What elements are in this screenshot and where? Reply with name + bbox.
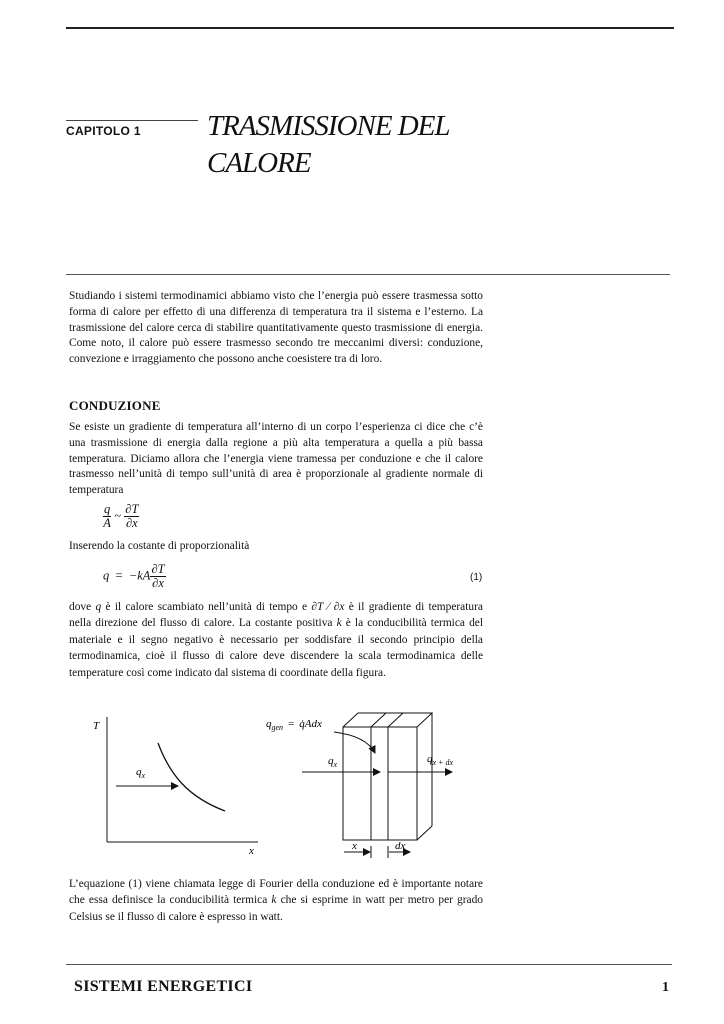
title-rule (66, 274, 670, 275)
x-axis-label: x (249, 845, 254, 857)
gradient-fraction (124, 503, 139, 530)
dim-dx-label: dx (395, 840, 406, 852)
footer-title: SISTEMI ENERGETICI (74, 978, 253, 995)
chapter-title-line1: TRASMISSIONE DEL (207, 110, 450, 142)
dove-text-4: è la conducibilità termica del materiale e il segno negativo è necessario per soddisfare il secondo principio della termodinamica, cioè il flusso di calore deve discendere la scala termodinamica delle temperature così come indicato dal sistema di coordinate della figura. (69, 617, 483, 679)
equation-number: (1) (470, 572, 483, 583)
slab-top-face (343, 713, 432, 727)
fourier-text-1: L’equazione (1) viene chiamata legge di Fourier della conduzione ed è importante notare che essa definisce la conducibilità termica (69, 878, 483, 907)
page-number: 1 (662, 980, 669, 995)
slab-top-edge-2 (388, 713, 403, 727)
fraction-denominator: ∂x (152, 576, 164, 590)
qgen-arrow (334, 732, 375, 753)
dim-x-label: x (352, 840, 357, 852)
section-heading: CONDUZIONE (69, 398, 161, 413)
chapter-title-line2: CALORE (207, 147, 311, 179)
inline-q: q (95, 601, 102, 613)
top-rule (66, 27, 674, 29)
slab-bottom-edge (417, 826, 432, 840)
chapter-title (207, 108, 507, 182)
fraction-numerator: q (104, 502, 111, 516)
gradient-fraction (150, 563, 165, 590)
equation-equals: = (115, 568, 123, 583)
dove-text-2: è il calore scambiato nell’unità di tempo e (105, 601, 308, 613)
qxdx-label: $q_{x + dx}$ (427, 753, 453, 767)
dove-text-1: dove (69, 601, 92, 613)
fraction-denominator: A (103, 516, 111, 530)
insert-paragraph: Inserendo la costante di proporzionalità (69, 540, 250, 552)
fraction-numerator: ∂T (151, 562, 165, 576)
conduzione-paragraph: Se esiste un gradiente di temperatura all’interno di un corpo l’esperienza ci dice che c’è una trasmissione di energia dalla regione a più alta temperatura a quella a più bassa temperatura. Diciamo allora che l’energia viene tramessa per conduzione e che il calore trasmesso nell’unità di tempo sull’unità di area è proporzionale al gradiente normale di temperatura (69, 421, 483, 497)
fourier-paragraph (69, 876, 483, 925)
proportionality-equation (103, 503, 139, 530)
chapter-label: CAPITOLO 1 (66, 124, 141, 138)
footer-rule (66, 964, 672, 965)
y-axis-label: T (93, 720, 100, 732)
equation-lhs: q (103, 568, 110, 583)
qgen-label: $q_{gen}$ = q̇Adx (266, 718, 322, 732)
slab-front-face (343, 727, 417, 840)
intro-paragraph: Studiando i sistemi termodinamici abbiamo visto che l’energia può essere trasmessa sotto forma di calore per effetto di una differenza di temperatura tra il sistema e l’esterno. La trasmissione del calore cerca di stabilire quantitativamente questo trasmissione di energia. Come noto, il calore può essere trasmesso secondo tre meccanimi diversi: conduzione, convezione e irraggiamento che possono anche coesistere tra di loro. (69, 290, 483, 366)
right-qx-label: $q_x$ (328, 755, 338, 769)
fourier-text-2: che si esprime in watt per metro per grado Celsius se il flusso di calore è espresso in watt. (69, 894, 483, 923)
dove-text-3: è il gradiente di temperatura nella direzione del flusso di calore. La costante positiva (69, 601, 483, 630)
conduction-figure (80, 705, 460, 860)
slab-element (266, 713, 453, 858)
inline-k: k (271, 894, 277, 907)
inline-k: k (336, 617, 342, 630)
slab-top-edge-1 (371, 713, 386, 727)
fraction-denominator: ∂x (125, 516, 138, 530)
equation-coefficient: −kA (128, 568, 151, 583)
qx-label: $q_x$ (136, 766, 146, 780)
dove-paragraph (69, 599, 483, 681)
temperature-curve (158, 743, 225, 811)
inline-gradient: ∂T ⁄ ∂x (311, 601, 345, 613)
fourier-equation (103, 563, 166, 590)
q-over-a-fraction (103, 503, 111, 530)
proportional-symbol: ~ (114, 508, 122, 523)
temperature-plot (93, 717, 258, 857)
chapter-rule (66, 120, 198, 121)
fraction-numerator: ∂T (125, 502, 139, 516)
